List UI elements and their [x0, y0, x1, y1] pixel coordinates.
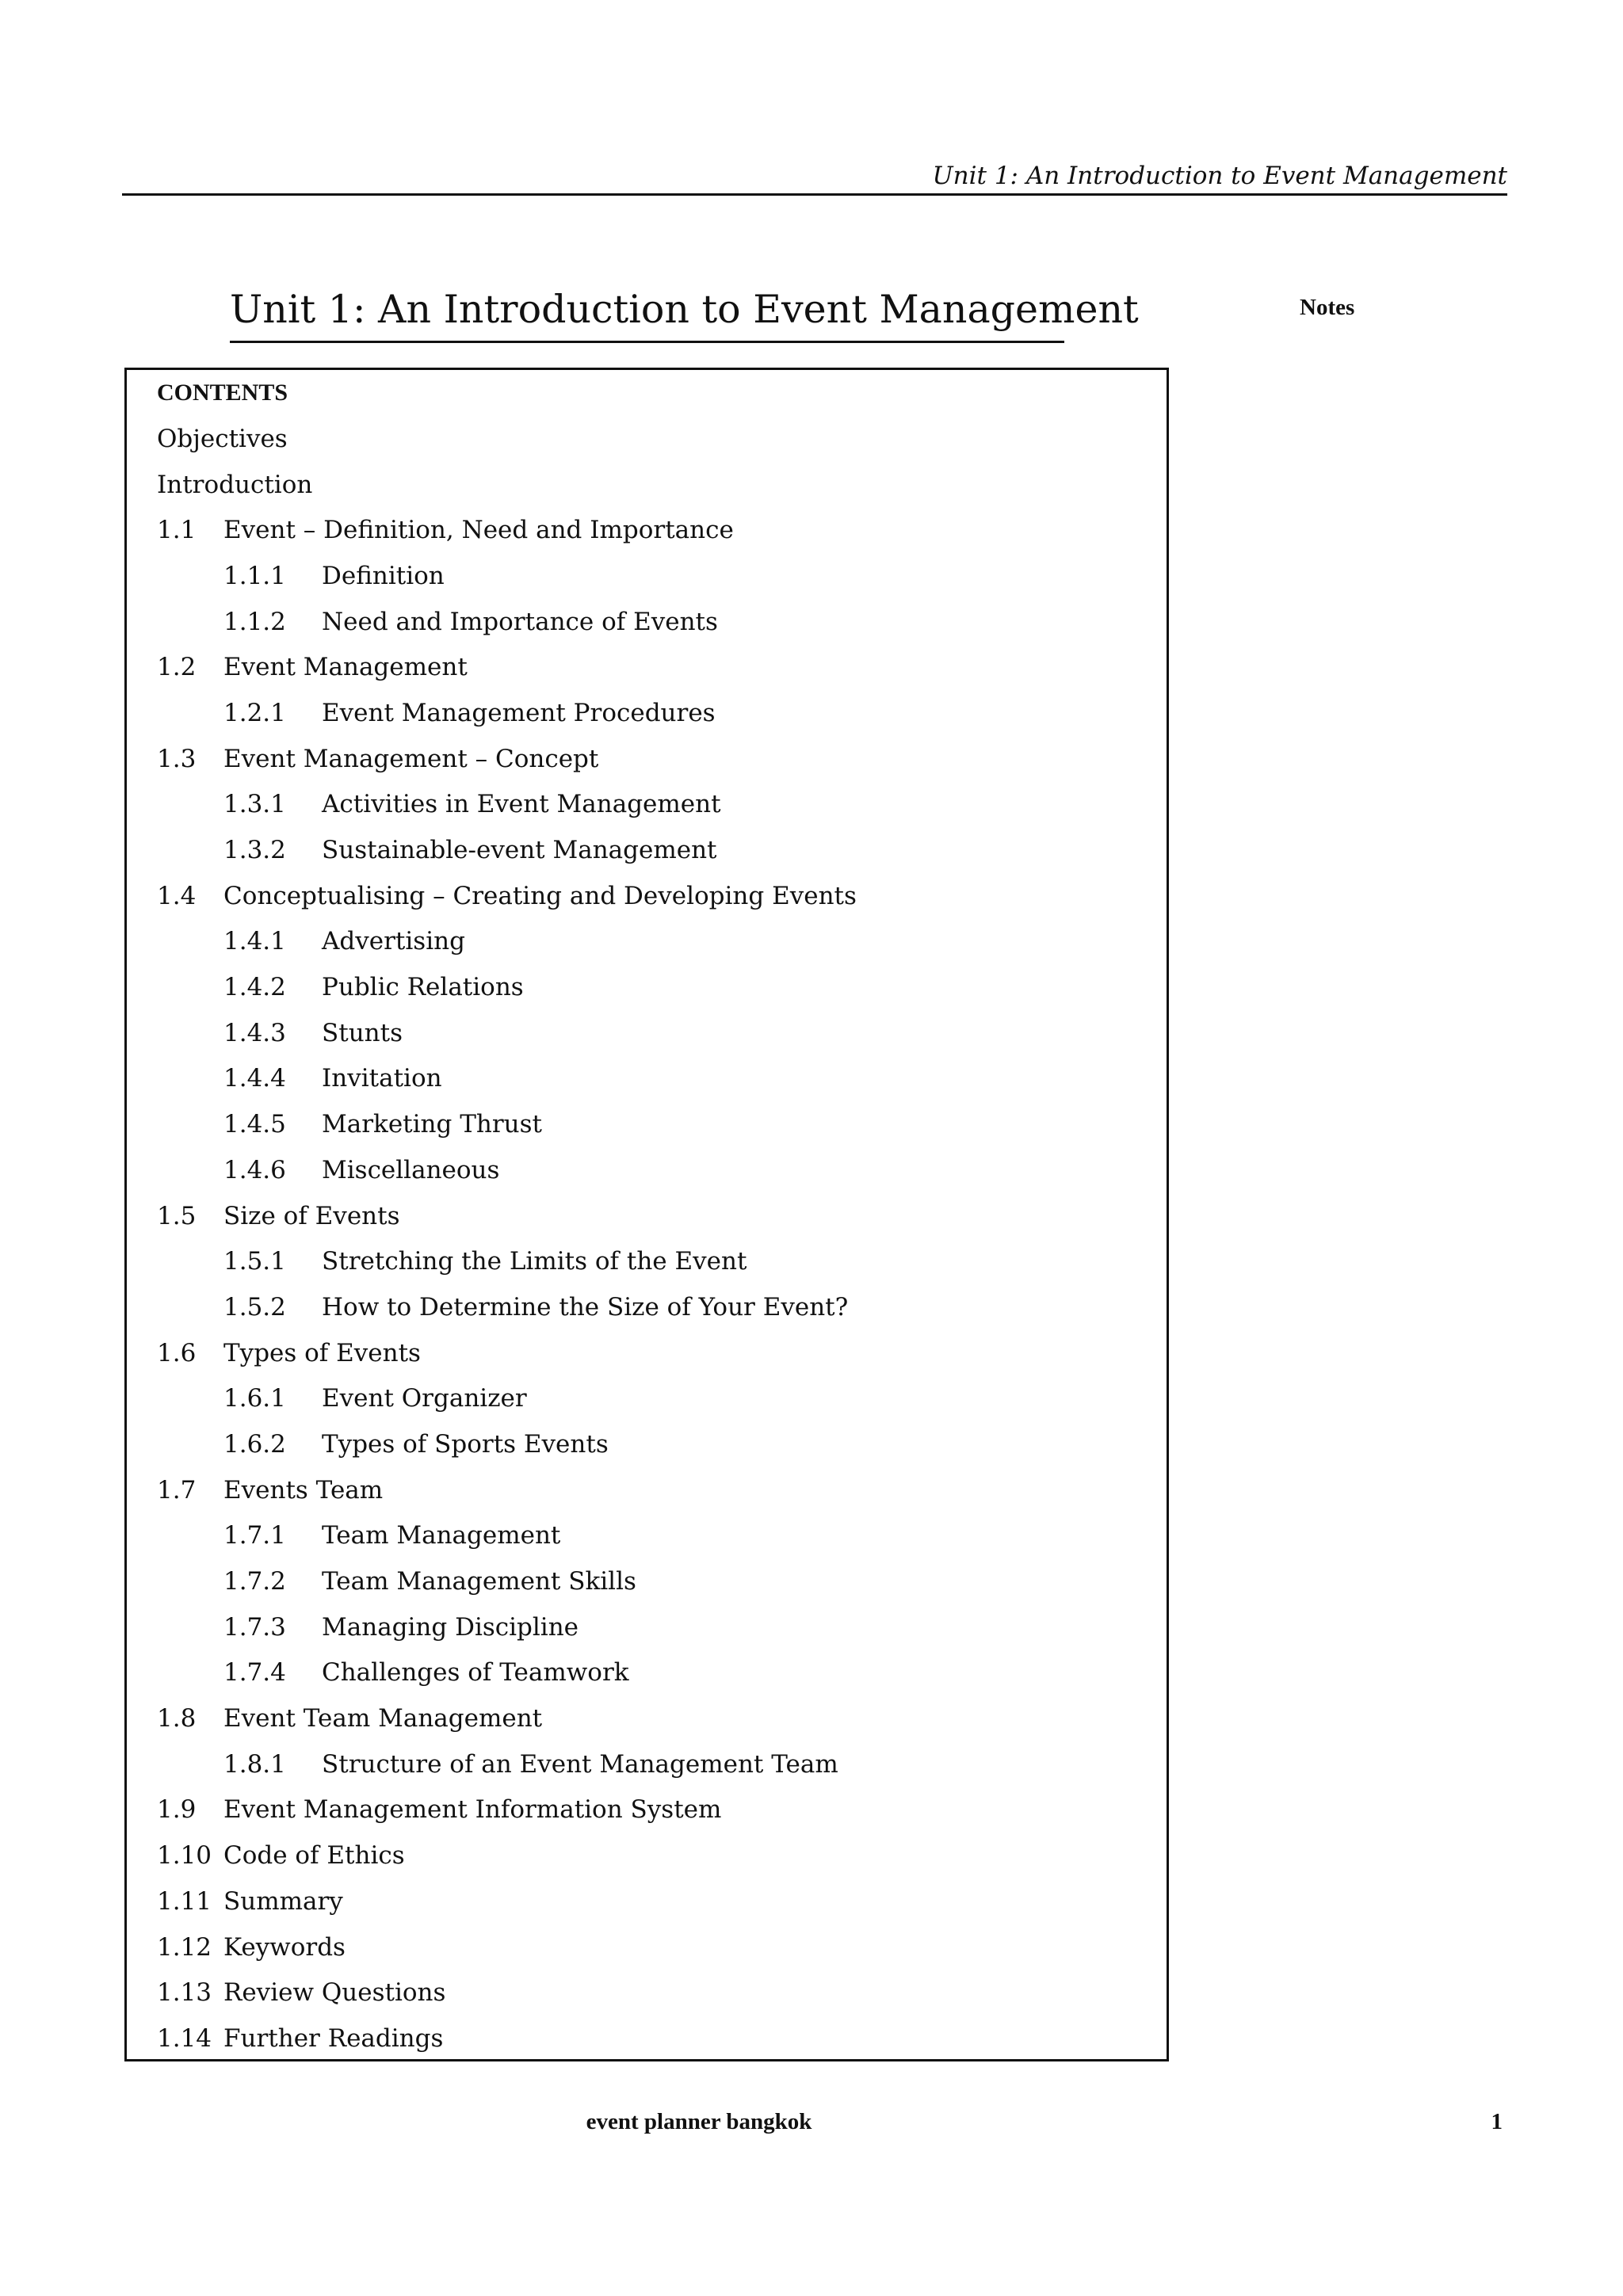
toc-entry-title: Event – Definition, Need and Importance [223, 516, 734, 545]
toc-entry-number: 1.7.2 [223, 1567, 286, 1596]
contents-box [124, 368, 1169, 2061]
toc-entry-title: Activities in Event Management [322, 790, 721, 819]
toc-entry-title: Challenges of Teamwork [322, 1658, 629, 1688]
toc-entry-title: Event Management Procedures [322, 698, 716, 727]
unit-title: Unit 1: An Introduction to Event Management [230, 287, 1139, 332]
toc-entry [157, 507, 857, 553]
toc-entry-number: 1.8.1 [223, 1749, 286, 1779]
toc-entry-title: Further Readings [223, 2023, 444, 2053]
toc-entry-title: Size of Events [223, 1201, 400, 1230]
toc-entry-title: Stunts [322, 1018, 403, 1047]
toc-entry-number: 1.3 [157, 744, 197, 773]
toc-entry [157, 690, 857, 736]
toc-entry [157, 553, 857, 599]
unit-title-underline [230, 341, 1064, 343]
toc-entry-title: Miscellaneous [322, 1155, 500, 1184]
toc-entry-number: 1.6.2 [223, 1429, 286, 1459]
toc-entry-title: Event Team Management [223, 1704, 543, 1733]
toc-entry-title: Summary [223, 1886, 343, 1916]
toc-entry-number: 1.6.1 [223, 1384, 286, 1413]
toc-entry-title: Types of Sports Events [322, 1429, 609, 1459]
toc-entry [157, 1924, 857, 1970]
toc-entry-number: 1.5.1 [223, 1247, 286, 1276]
toc-entry-number: 1.13 [157, 1978, 212, 2008]
toc-entry-number: 1.7.4 [223, 1658, 286, 1688]
toc-entry [157, 462, 857, 508]
toc-entry-title: Sustainable-event Management [322, 836, 717, 865]
toc-entry-number: 1.4.2 [223, 973, 286, 1002]
footer-text: event planner bangkok [586, 2109, 812, 2134]
toc-entry [157, 1238, 857, 1284]
toc-entry-number: 1.4.4 [223, 1064, 286, 1093]
contents-heading: CONTENTS [157, 379, 288, 406]
toc-entry-title: Event Management [223, 653, 468, 682]
toc-entry [157, 873, 857, 919]
toc-entry-number: 1.4 [157, 881, 197, 910]
toc-entry-title: Event Management – Concept [223, 744, 599, 773]
toc-entry-number: 1.7 [157, 1475, 197, 1505]
toc-entry-number: 1.2 [157, 653, 197, 682]
toc-entry-number: 1.4.6 [223, 1155, 286, 1184]
toc-entry-number: 1.5.2 [223, 1292, 286, 1322]
toc-entry [157, 736, 857, 782]
toc-entry-title: How to Determine the Size of Your Event? [322, 1292, 849, 1322]
toc-entry-title: Conceptualising – Creating and Developing Events [223, 881, 857, 910]
toc-entry [157, 1833, 857, 1878]
toc-entry-title: Invitation [322, 1064, 442, 1093]
toc-entry-number: 1.1.2 [223, 607, 286, 636]
toc-entry-number: 1.2.1 [223, 698, 286, 727]
toc-entry [157, 416, 857, 462]
toc-entry-number: 1.4.3 [223, 1018, 286, 1047]
toc-entry-number: 1.3.2 [223, 836, 286, 865]
header-rule [122, 193, 1507, 196]
toc-entry-number: 1.7.3 [223, 1612, 286, 1642]
toc-entry-title: Team Management [322, 1521, 561, 1550]
toc-entry-number: 1.14 [157, 2023, 212, 2053]
toc-entry-number: 1.3.1 [223, 790, 286, 819]
toc-entry-number: 1.11 [157, 1886, 212, 1916]
toc-entry-title: Introduction [157, 470, 313, 499]
toc-entry [157, 1787, 857, 1833]
toc-entry-title: Structure of an Event Management Team [322, 1749, 838, 1779]
toc-entry [157, 1878, 857, 1924]
toc-entry-title: Keywords [223, 1932, 346, 1962]
toc-entry [157, 2016, 857, 2061]
toc-entry [157, 1421, 857, 1467]
toc-entry [157, 782, 857, 828]
notes-label: Notes [1300, 295, 1355, 320]
toc-entry-title: Code of Ethics [223, 1841, 405, 1871]
toc-entry [157, 1193, 857, 1239]
toc-entry [157, 1513, 857, 1559]
toc-entry-title: Marketing Thrust [322, 1110, 543, 1139]
toc-entry-title: Need and Importance of Events [322, 607, 718, 636]
toc-entry [157, 1695, 857, 1741]
running-header: Unit 1: An Introduction to Event Management [932, 162, 1507, 190]
toc-entry-number: 1.7.1 [223, 1521, 286, 1550]
toc-entry-title: Definition [322, 561, 445, 590]
toc-entry [157, 1604, 857, 1650]
toc-entry-number: 1.1.1 [223, 561, 286, 590]
toc-entry-title: Team Management Skills [322, 1567, 636, 1596]
toc-entry-title: Managing Discipline [322, 1612, 579, 1642]
toc-entry-title: Types of Events [223, 1338, 421, 1367]
toc-entry-title: Events Team [223, 1475, 384, 1505]
toc-entry [157, 1650, 857, 1696]
toc-entry [157, 1147, 857, 1193]
toc-entry [157, 964, 857, 1010]
toc-entry [157, 1101, 857, 1147]
toc-entry [157, 1010, 857, 1056]
toc-entry [157, 1741, 857, 1787]
toc-entry [157, 1056, 857, 1102]
toc-list [157, 416, 857, 2061]
toc-entry [157, 827, 857, 873]
toc-entry [157, 1558, 857, 1604]
toc-entry-title: Stretching the Limits of the Event [322, 1247, 747, 1276]
toc-entry [157, 599, 857, 645]
toc-entry-number: 1.1 [157, 516, 197, 545]
toc-entry-title: Event Management Information System [223, 1795, 722, 1825]
toc-entry [157, 644, 857, 690]
toc-entry-number: 1.9 [157, 1795, 197, 1825]
toc-entry-title: Objectives [157, 424, 288, 453]
toc-entry-number: 1.5 [157, 1201, 197, 1230]
toc-entry-title: Event Organizer [322, 1384, 527, 1413]
toc-entry [157, 1970, 857, 2016]
toc-entry [157, 1467, 857, 1513]
toc-entry-title: Review Questions [223, 1978, 446, 2008]
toc-entry [157, 919, 857, 965]
toc-entry-number: 1.10 [157, 1841, 212, 1871]
toc-entry [157, 1375, 857, 1421]
toc-entry-number: 1.8 [157, 1704, 197, 1733]
toc-entry [157, 1284, 857, 1330]
toc-entry [157, 1330, 857, 1376]
toc-entry-title: Advertising [322, 927, 465, 956]
toc-entry-number: 1.4.1 [223, 927, 286, 956]
toc-entry-number: 1.4.5 [223, 1110, 286, 1139]
page-number: 1 [1491, 2109, 1503, 2134]
toc-entry-number: 1.6 [157, 1338, 197, 1367]
toc-entry-number: 1.12 [157, 1932, 212, 1962]
toc-entry-title: Public Relations [322, 973, 524, 1002]
